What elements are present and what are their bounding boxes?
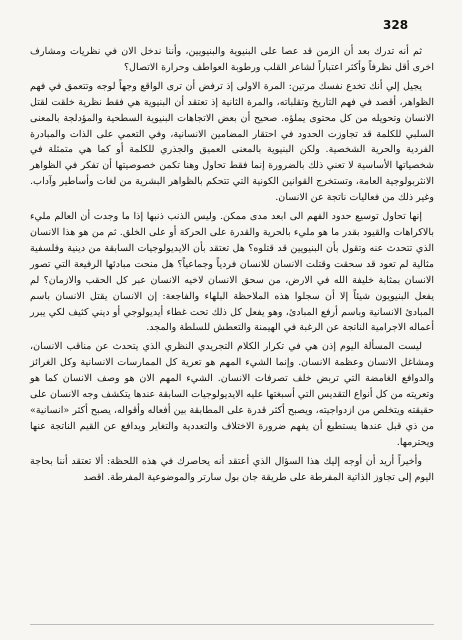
- page-number: 328: [383, 18, 409, 32]
- paragraph: يجيل إلي أنك تخدع نفسك مرتين: المرة الاولى إذ ترفض أن ترى الواقع وجهاً لوجه وتتعمق في فهم الظواهر، أقصد في فهم التاريخ وتقلباته، والمرة الثانية إذ تعتقد أن البنيوية هي فقط نظرية خلقت لقتل الانسان وتحويله من كل محتوى يملؤه. صحيح أن بعض الاتجاهات البنيوية السطحية والمؤدلجة بالمعنى السلبي للكلمة قد تجاوزت الحدود في احتقار المضامين الانسانية، وفي التعمي على الذات والمبادرة الفردية والحرية الشخصية. ولكن البنيوية بالمعنى العميق والجذري للكلمة أو كما هي متمثلة في شخصياتها الأساسية لا تعني ذلك بالضرورة إنما فقط تحاول وهنا تكمن خصوصيتها أن تفكر في الظواهر الانثربولوجية العامة، وتستخرج القوانين الكونية التي تتحكم بالظواهر البشرية من لغات وأساطير وآداب. وغير ذلك من فعاليات ناتجة عن الانسان.: [30, 80, 434, 204]
- page-bottom-rule: [30, 624, 434, 625]
- article-body: [30, 44, 434, 488]
- paragraph: ليست المسألة اليوم إذن هي في تكرار الكلام التجريدي النظري الذي يتحدث عن مناقب الانسان، ومشاغل الانسان وعظمة الانسان. وإنما الشيء المهم هو تعرية كل الممارسات الانسانية وكل الغرائز والدوافع الغامضة التي تربض خلف تصرفات الانسان. الشيء المهم الان هو وصف الانسان كما هو وتعريته من كل أنواع التقديس التي أسبغتها عليه الايديولوجيات السابقة عندها يتكشف وجه الانسان على حقيقته ويتخلص من ازدواجيته، ويصبح أكثر قدرة على المطابقة بين أفعاله وأقواله، يصبح أكثر «انسانية» من ذي قبل عندها يستطيع أن يفهم ضرورة الاختلاف والتعددية والتغاير ويدافع عن القيم الناتجة عنها ويحترمها.: [30, 341, 434, 448]
- paragraph: إنها تحاول توسيع حدود الفهم الى ابعد مدى ممكن. وليس الذنب ذنبها إذا ما وجدت أن العالم مليء بالاكراهات والقيود بقدر ما هو مليء بالحرية والقدرة على الحركة أو على الخلق. ثم من هو هذا الانسان الذي تتحدث عنه وتقول بأن البنيويين قد قتلوه؟ هل تعتقد بأن الايديولوجيات السابقة من دينية وفلسفية مثالية لم تعود قد سحقت وقتلت الانسان للانسان فردياً وجماعياً؟ هل منحت مبادئها الرفيعة التي تصور الانسان بمثابة خليفة الله في الارض، من سحق الانسان لاخيه الانسان عبر كل الحقب والازمان؟ لم يفعل البنيويون شيئاً إلا أن سجلوا هذه الملاحظة البلهاء والفاجعة: إن الانسان يقتل الانسان باسم المبادئ الانسانية وباسم أرفع المبادئ، وهو يفعل كل ذلك تحت غطاء أيديولوجي أو ديني كثيف لكي يبرر أعماله الاجرامية الناتجة عن الرغبة في الهيمنة والتعطش للسلطة والمجد.: [30, 211, 434, 334]
- paragraph: وأخيراً أريد أن أوجه إليك هذا السؤال الذي أعتقد أنه يحاصرك في هذه اللحظة: ألا تعتقد أننا بحاجة اليوم إلى تجاوز الذاتية المفرطة على طريقة جان بول سارتر والموضوعية المفرطة. اقصد: [30, 455, 434, 483]
- paragraph: ثم أنه تدرك بعد أن الزمن قد عصا على البنيوية والبنيويين، وأننا ندخل الان في نظريات ومشارف اخرى أقل نظرفاً وأكثر اعتباراً لشاعر القلب ورطوبة العواطف وحرارة الاتصال؟: [30, 46, 434, 73]
